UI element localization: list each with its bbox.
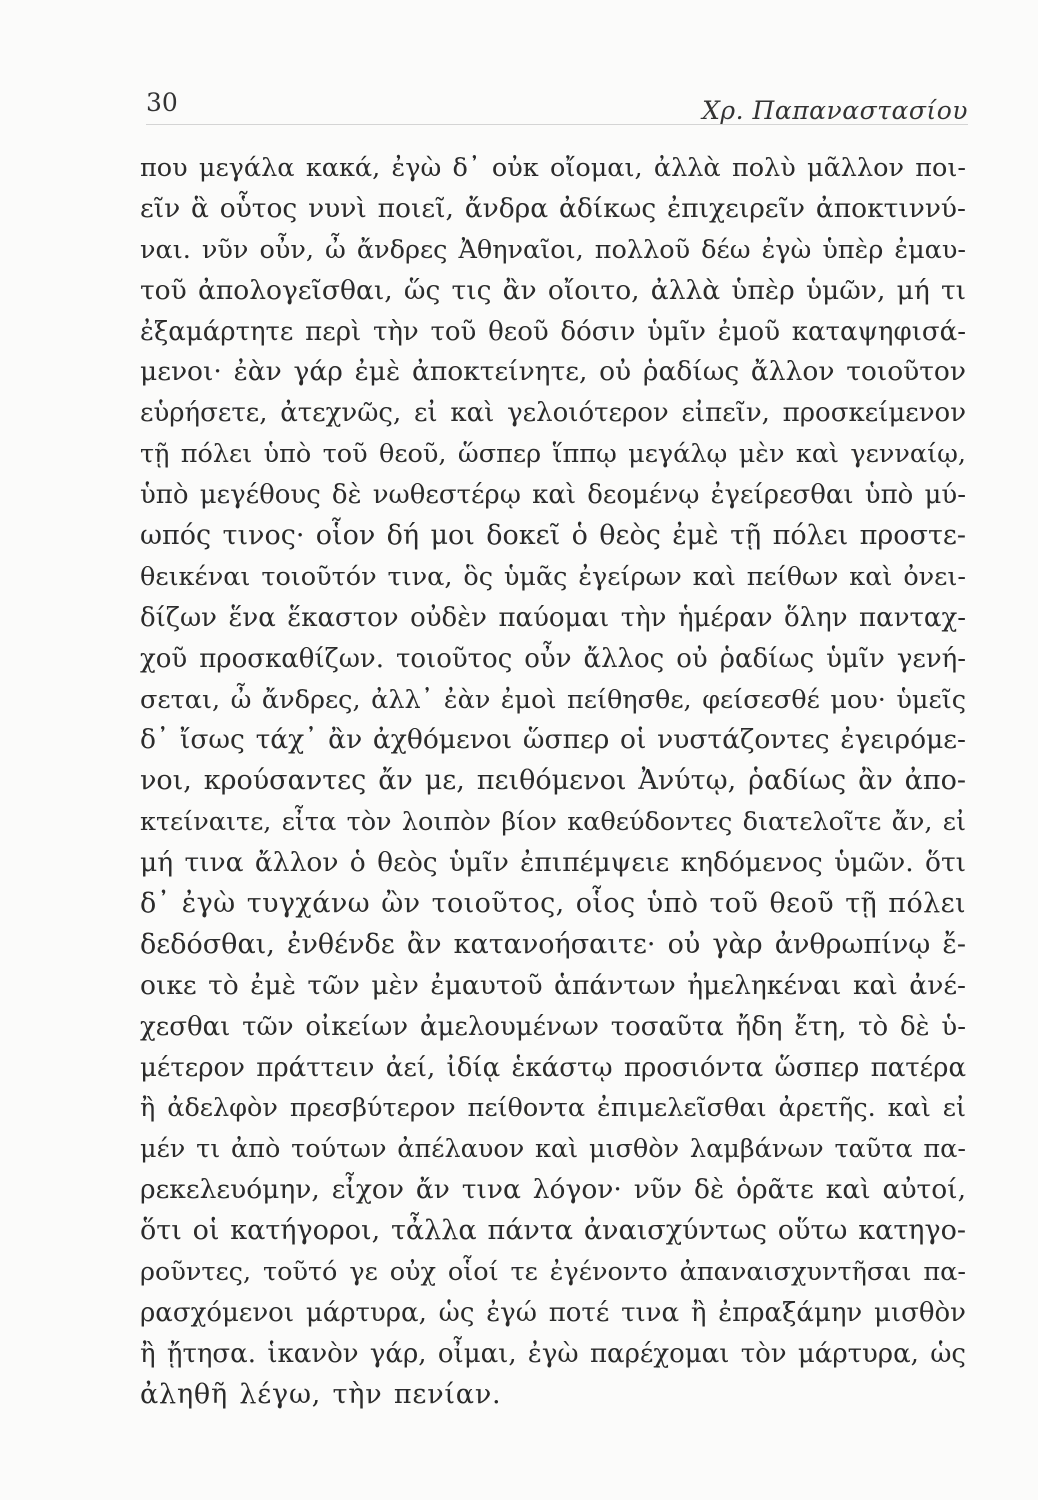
- text-line: ὑπὸ μεγέθους δὲ νωθεστέρῳ καὶ δεομένῳ ἐγείρεσθαι ὑπὸ μύ-: [140, 480, 966, 511]
- text-line: που μεγάλα κακά, ἐγὼ δ᾽ οὐκ οἴομαι, ἀλλὰ πολὺ μᾶλλον ποι-: [140, 153, 966, 183]
- text-line: χεσθαι τῶν οἰκείων ἀμελουμένων τοσαῦτα ἤδη ἔτη, τὸ δὲ ὑ-: [140, 1011, 966, 1042]
- text-line: ωπός τινος· οἷον δή μοι δοκεῖ ὁ θεὸς ἐμὲ τῇ πόλει προστε-: [140, 520, 966, 552]
- text-line: δ᾽ ἴσως τάχ᾽ ἂν ἀχθόμενοι ὥσπερ οἱ νυστάζοντες ἐγειρόμε-: [140, 724, 966, 756]
- text-line: ἐξαμάρτητε περὶ τὴν τοῦ θεοῦ δόσιν ὑμῖν ἐμοῦ καταψηφισά-: [140, 316, 966, 347]
- text-line: μέν τι ἀπὸ τούτων ἀπέλαυον καὶ μισθὸν λαμβάνων ταῦτα πα-: [140, 1134, 966, 1165]
- text-line: σεται, ὦ ἄνδρες, ἀλλ᾽ ἐὰν ἐμοὶ πείθησθε, φείσεσθέ μου· ὑμεῖς: [140, 684, 966, 715]
- text-line: εὑρήσετε, ἀτεχνῶς, εἰ καὶ γελοιότερον εἰπεῖν, προσκείμενον: [140, 398, 966, 429]
- text-line: ἢ ᾔτησα. ἱκανὸν γάρ, οἶμαι, ἐγὼ παρέχομαι τὸν μάρτυρα, ὡς: [140, 1338, 966, 1369]
- text-line: τῇ πόλει ὑπὸ τοῦ θεοῦ, ὥσπερ ἵππῳ μεγάλῳ μὲν καὶ γενναίῳ,: [140, 439, 966, 470]
- text-line: ἢ ἀδελφὸν πρεσβύτερον πείθοντα ἐπιμελεῖσθαι ἀρετῆς. καὶ εἰ: [140, 1093, 966, 1124]
- text-line: δίζων ἕνα ἕκαστον οὐδὲν παύομαι τὴν ἡμέραν ὅλην πανταχ-: [140, 602, 966, 633]
- text-line: ὅτι οἱ κατήγοροι, τἆλλα πάντα ἀναισχύντως οὕτω κατηγο-: [140, 1215, 966, 1247]
- text-line: ρασχόμενοι μάρτυρα, ὡς ἐγώ ποτέ τινα ἢ ἐπραξάμην μισθὸν: [140, 1297, 966, 1328]
- page-number: 30: [146, 88, 178, 117]
- text-line: μέτερον πράττειν ἀεί, ἰδίᾳ ἑκάστῳ προσιόντα ὥσπερ πατέρα: [140, 1052, 966, 1083]
- text-line: τοῦ ἀπολογεῖσθαι, ὥς τις ἂν οἴοιτο, ἀλλὰ ὑπὲρ ὑμῶν, μή τι: [140, 274, 966, 306]
- text-line: ναι. νῦν οὖν, ὦ ἄνδρες Ἀθηναῖοι, πολλοῦ δέω ἐγὼ ὑπὲρ ἐμαυ-: [140, 234, 966, 265]
- text-line: χοῦ προσκαθίζων. τοιοῦτος οὖν ἄλλος οὐ ῥαδίως ὑμῖν γενή-: [140, 643, 966, 674]
- text-line: μενοι· ἐὰν γάρ ἐμὲ ἀποκτείνητε, οὐ ῥαδίως ἄλλον τοιοῦτον: [140, 356, 966, 388]
- text-line: κτείναιτε, εἶτα τὸν λοιπὸν βίον καθεύδοντες διατελοῖτε ἄν, εἰ: [140, 807, 966, 838]
- text-line-last: ἀληθῆ λέγω, τὴν πενίαν.: [140, 1378, 502, 1410]
- header-rule: [146, 124, 968, 125]
- running-head: Χρ. Παπαναστασίου: [702, 96, 968, 125]
- text-line: δεδόσθαι, ἐνθένδε ἂν κατανοήσαιτε· οὐ γὰρ ἀνθρωπίνῳ ἔ-: [140, 928, 966, 960]
- text-line: ροῦντες, τοῦτό γε οὐχ οἷοί τε ἐγένοντο ἀπαναισχυντῆσαι πα-: [140, 1257, 966, 1288]
- text-line: δ᾽ ἐγὼ τυγχάνω ὢν τοιοῦτος, οἷος ὑπὸ τοῦ θεοῦ τῇ πόλει: [140, 888, 966, 920]
- text-line: εῖν ἃ οὗτος νυνὶ ποιεῖ, ἄνδρα ἀδίκως ἐπιχειρεῖν ἀποκτιννύ-: [140, 192, 966, 224]
- text-line: οικε τὸ ἐμὲ τῶν μὲν ἐμαυτοῦ ἁπάντων ἠμεληκέναι καὶ ἀνέ-: [140, 969, 966, 1001]
- text-line: ρεκελευόμην, εἶχον ἄν τινα λόγον· νῦν δὲ ὁρᾶτε καὶ αὐτοί,: [140, 1174, 966, 1206]
- body-text: [140, 148, 966, 1416]
- text-line: μή τινα ἄλλον ὁ θεὸς ὑμῖν ἐπιπέμψειε κηδόμενος ὑμῶν. ὅτι: [140, 847, 966, 879]
- text-line: νοι, κρούσαντες ἄν με, πειθόμενοι Ἀνύτῳ, ῥαδίως ἂν ἀπο-: [140, 765, 966, 797]
- text-line: θεικέναι τοιοῦτόν τινα, ὃς ὑμᾶς ἐγείρων καὶ πείθων καὶ ὀνει-: [140, 561, 966, 592]
